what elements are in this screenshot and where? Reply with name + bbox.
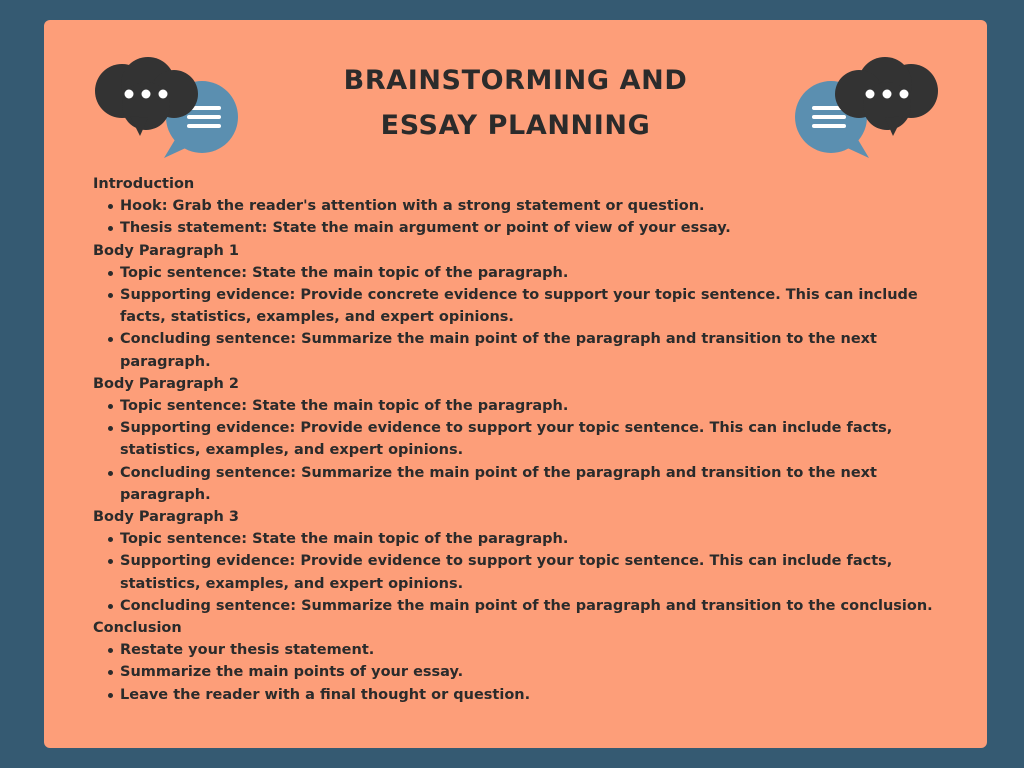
title-line-1: BRAINSTORMING AND: [343, 65, 688, 96]
list-item: Summarize the main points of your essay.: [120, 661, 953, 683]
section-conclusion: [93, 617, 953, 706]
bullet-list: [93, 262, 953, 373]
list-item: Concluding sentence: Summarize the main point of the paragraph and transition to the next paragraph.: [120, 462, 953, 506]
bullet-list: [93, 395, 953, 506]
list-item: Leave the reader with a final thought or question.: [120, 684, 953, 706]
list-item: Supporting evidence: Provide concrete evidence to support your topic sentence. This can include facts, statistics, examples, and expert opinions.: [120, 284, 953, 328]
section-body-paragraph-3: [93, 506, 953, 617]
section-heading: Conclusion: [93, 620, 182, 637]
essay-outline: [93, 173, 953, 706]
list-item: Concluding sentence: Summarize the main point of the paragraph and transition to the conclusion.: [120, 595, 953, 617]
bullet-list: [93, 195, 953, 239]
title-line-2: ESSAY PLANNING: [380, 110, 651, 141]
section-introduction: [93, 173, 953, 240]
section-body-paragraph-1: [93, 240, 953, 373]
list-item: Supporting evidence: Provide evidence to support your topic sentence. This can include facts, statistics, examples, and expert opinions.: [120, 417, 953, 461]
section-heading: Body Paragraph 1: [93, 242, 240, 259]
section-heading: Body Paragraph 3: [93, 509, 240, 526]
page-title: [44, 58, 987, 148]
list-item: Restate your thesis statement.: [120, 639, 953, 661]
bullet-list: [93, 639, 953, 706]
list-item: Supporting evidence: Provide evidence to support your topic sentence. This can include facts, statistics, examples, and expert opinions.: [120, 550, 953, 594]
section-heading: Body Paragraph 2: [93, 375, 240, 392]
list-item: Hook: Grab the reader's attention with a strong statement or question.: [120, 195, 953, 217]
list-item: Topic sentence: State the main topic of the paragraph.: [120, 528, 953, 550]
list-item: Thesis statement: State the main argument or point of view of your essay.: [120, 217, 953, 239]
list-item: Topic sentence: State the main topic of the paragraph.: [120, 262, 953, 284]
section-body-paragraph-2: [93, 373, 953, 506]
list-item: Concluding sentence: Summarize the main point of the paragraph and transition to the next paragraph.: [120, 328, 953, 372]
list-item: Topic sentence: State the main topic of the paragraph.: [120, 395, 953, 417]
infographic-card: [44, 20, 987, 748]
bullet-list: [93, 528, 953, 617]
section-heading: Introduction: [93, 176, 195, 192]
